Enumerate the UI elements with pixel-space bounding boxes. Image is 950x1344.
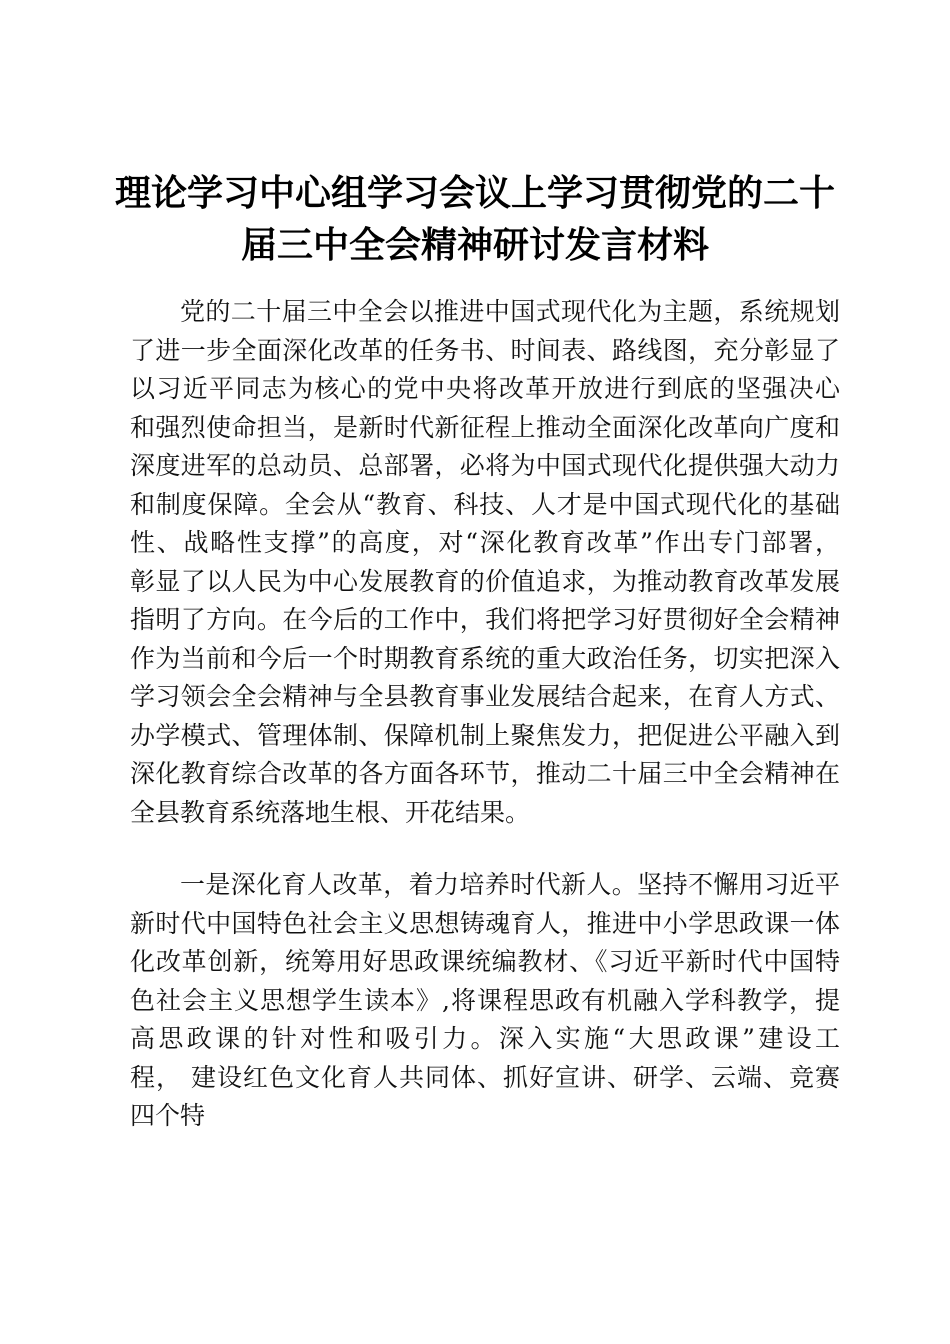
- paragraph-line: 党的二十届三中全会以推进中国式现代化为主题，系统规划: [180, 297, 840, 326]
- paragraph-line: 高思政课的针对性和吸引力。深入实施“大思政课”建设工: [130, 1024, 840, 1053]
- paragraph-line: 色社会主义思想学生读本》,将课程思政有机融入学科教学，提: [130, 985, 840, 1015]
- paragraph-line: 深度进军的总动员、总部署，必将为中国式现代化提供强大动力: [130, 451, 840, 480]
- paragraph-line: 程， 建设红色文化育人共同体、抓好宣讲、研学、云端、竞赛: [130, 1062, 840, 1092]
- document-body: [130, 293, 840, 1136]
- paragraph-line: 深化教育综合改革的各方面各环节，推动二十届三中全会精神在: [130, 759, 840, 788]
- paragraph-1: [130, 293, 840, 832]
- paragraph-line: 四个特: [130, 1101, 206, 1130]
- paragraph-2: [130, 866, 840, 1136]
- document-title: [110, 168, 840, 272]
- paragraph-line: 办学模式、管理体制、保障机制上聚焦发力，把促进公平融入到: [130, 720, 840, 750]
- paragraph-line: 作为当前和今后一个时期教育系统的重大政治任务，切实把深入: [130, 643, 840, 673]
- paragraph-line: 一是深化育人改革，着力培养时代新人。坚持不懈用习近平: [180, 870, 840, 899]
- paragraph-line: 了进一步全面深化改革的任务书、时间表、路线图，充分彰显了: [130, 335, 840, 365]
- paragraph-line: 学习领会全会精神与全县教育事业发展结合起来，在育人方式、: [130, 682, 840, 711]
- paragraph-line: 全县教育系统落地生根、开花结果。: [130, 797, 531, 827]
- paragraph-line: 性、战略性支撑”的高度，对“深化教育改革”作出专门部署，: [130, 528, 840, 557]
- paragraph-line: 彰显了以人民为中心发展教育的价值追求，为推动教育改革发展: [130, 566, 840, 596]
- paragraph-line: 和制度保障。全会从“教育、科技、人才是中国式现代化的基础: [130, 489, 840, 519]
- paragraph-line: 和强烈使命担当，是新时代新征程上推动全面深化改革向广度和: [130, 412, 840, 442]
- paragraph-line: 以习近平同志为核心的党中央将改革开放进行到底的坚强决心: [130, 374, 840, 403]
- title-line-1: 理论学习中心组学习会议上学习贯彻党的二十: [114, 173, 835, 214]
- title-line-2: 届三中全会精神研讨发言材料: [240, 225, 709, 266]
- paragraph-line: 新时代中国特色社会主义思想铸魂育人，推进中小学思政课一体: [130, 908, 840, 938]
- paragraph-line: 化改革创新，统筹用好思政课统编教材、《习近平新时代中国特: [130, 947, 840, 976]
- paragraph-line: 指明了方向。在今后的工作中，我们将把学习好贯彻好全会精神: [130, 605, 840, 634]
